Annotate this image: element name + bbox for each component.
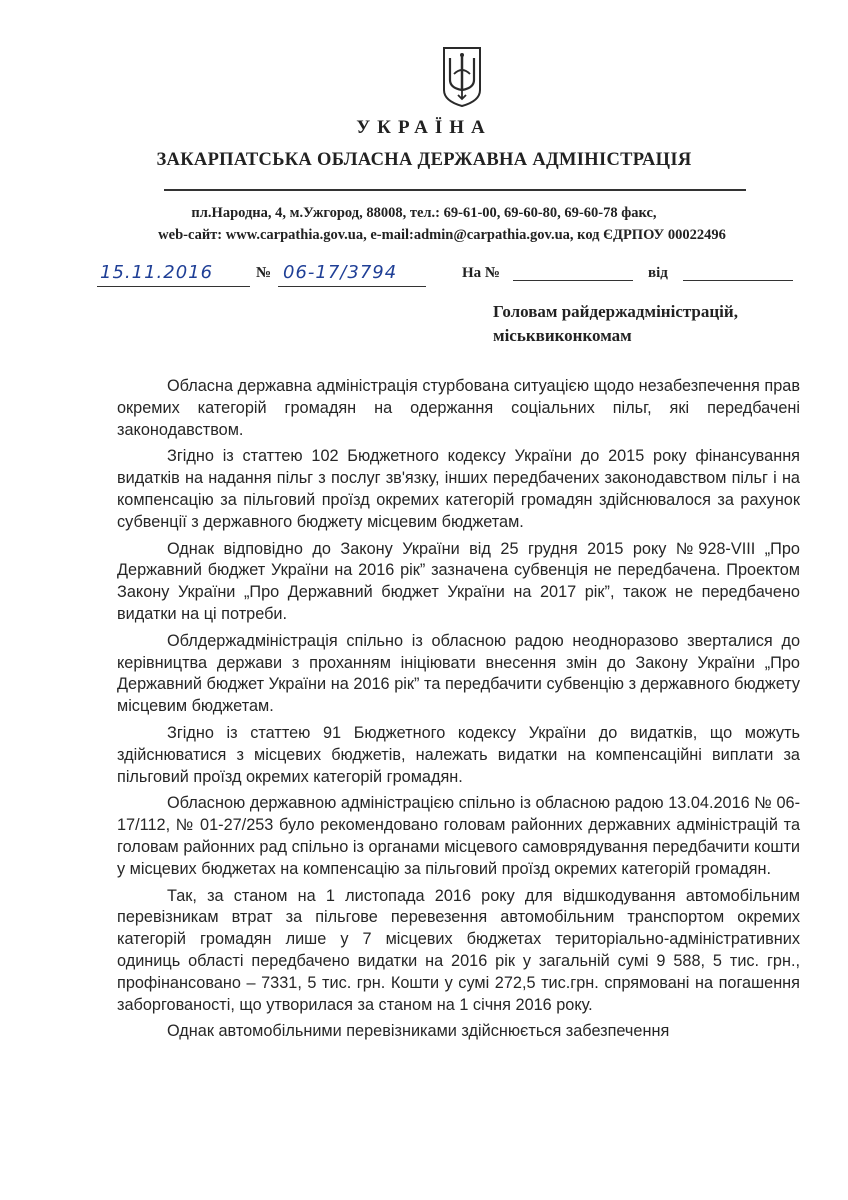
country-heading: УКРАЇНА	[356, 117, 492, 138]
body-paragraph: Обласна державна адміністрація стурбована ситуацією щодо незабезпечення прав окремих категорій громадян на одержання соціальних пільг, які передбачені законодавством.	[117, 377, 800, 439]
contact-line-web: web-сайт: www.carpathia.gov.ua, e-mail:admin@carpathia.gov.ua, код ЄДРПОУ 00022496	[158, 227, 726, 243]
reply-date-underline	[683, 280, 793, 281]
addressee-line: міськвиконкомам	[493, 326, 632, 345]
reply-number-label: На №	[462, 265, 500, 281]
body-paragraph: Обласною державною адміністрацією спільно із обласною радою 13.04.2016 № 06-17/112, № 01-27/253 було рекомендовано головам районних державних адміністрацій та головам районних рад спільно із органами місцевого самоврядування передбачити кошти у місцевих бюджетах на компенсацію за пільговий проїзд окремих категорій громадян.	[117, 794, 800, 878]
header-divider	[164, 189, 746, 191]
contact-line-address: пл.Народна, 4, м.Ужгород, 88008, тел.: 69-61-00, 69-60-80, 69-60-78 факс,	[191, 205, 657, 221]
body-paragraph: Згідно із статтею 102 Бюджетного кодексу України до 2015 року фінансування видатків на надання пільг з послуг зв'язку, інших передбачених законодавством пільг і на компенсацію за пільговий проїзд окремих категорій громадян здійснювалося за рахунок субвенції з державного бюджету місцевим бюджетам.	[117, 447, 800, 531]
handwritten-number: 06-17/3794	[283, 262, 398, 283]
letter-body	[117, 376, 800, 1048]
registration-line	[0, 262, 848, 288]
trident-emblem-icon	[441, 46, 483, 108]
body-paragraph: Облдержадміністрація спільно із обласною радою неодноразово зверталися до керівництва держави з проханням ініціювати внесення змін до Закону України „Про Державний бюджет України на 2016 рік” та передбачити субвенцію з державного бюджету місцевим бюджетам.	[117, 631, 800, 716]
addressee-line: Головам райдержадміністрацій,	[493, 302, 738, 321]
reply-date-label: від	[648, 265, 668, 281]
reply-number-underline	[513, 280, 633, 281]
date-underline	[97, 286, 250, 287]
number-underline	[278, 286, 426, 287]
body-paragraph: Однак автомобільними перевізниками здійснюється забезпечення	[167, 1022, 670, 1041]
body-paragraph: Згідно із статтею 91 Бюджетного кодексу України до видатків, що можуть здійснюватися з місцевих бюджетів, належать видатки на компенсаційні виплати за пільговий проїзд окремих категорій громадян.	[117, 723, 800, 786]
agency-heading: ЗАКАРПАТСЬКА ОБЛАСНА ДЕРЖАВНА АДМІНІСТРАЦІЯ	[156, 150, 692, 170]
addressee-block	[493, 300, 813, 348]
body-paragraph: Однак відповідно до Закону України від 25 грудня 2015 року №928-VIII „Про Державний бюджет України на 2016 рік” зазначена субвенція не передбачена. Проектом Закону України „Про Державний бюджет України на 2017 рік”, також не передбачено видатки на ці потреби.	[117, 539, 800, 623]
number-label: №	[256, 265, 272, 281]
handwritten-date: 15.11.2016	[100, 262, 214, 283]
body-paragraph: Так, за станом на 1 листопада 2016 року для відшкодування автомобільним перевізникам втрат за пільгове перевезення автомобільним транспортом окремих категорій громадян лише у 7 місцевих бюджетах територіально-адміністративних одиниць області передбачено видатки на 2016 рік у загальній сумі 9 588, 5 тис. грн., профінансовано – 7331, 5 тис. грн. Кошти у сумі 272,5 тис.грн. спрямовані на погашення заборгованості, що утворилася за станом на 1 січня 2016 року.	[117, 886, 800, 1014]
